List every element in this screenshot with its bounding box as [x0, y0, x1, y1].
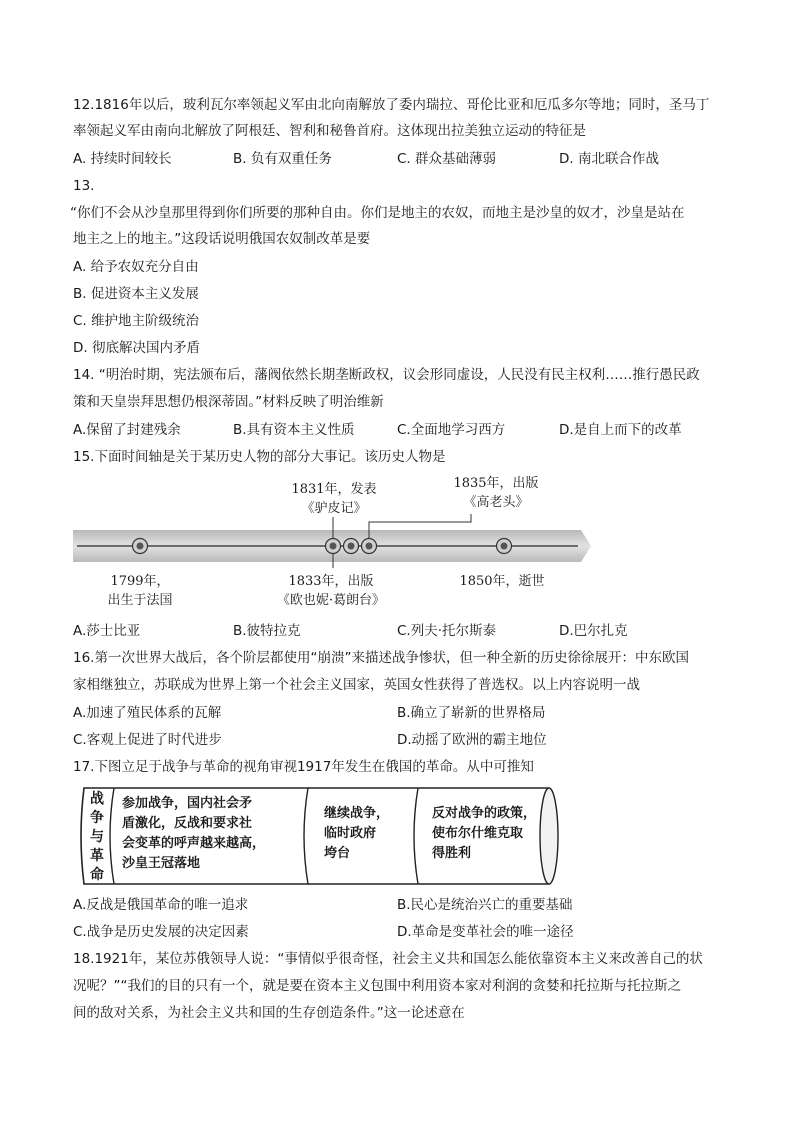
q13-option-a: A. 给予农奴充分自由 [73, 259, 199, 275]
block2-line: 临时政府 [324, 826, 377, 841]
event-1835 [441, 474, 551, 512]
q12-option-b: B. 负有双重任务 [233, 151, 332, 167]
event-1831 [279, 480, 389, 518]
q15-option-c: C.列夫·托尔斯泰 [397, 623, 497, 639]
war-revolution-banner [78, 786, 566, 886]
q16-option-a: A.加速了殖民体系的瓦解 [73, 705, 222, 721]
event-1799-desc: 出生于法国 [107, 593, 173, 608]
event-1833-desc: 《欧也妮·葛朗台》 [276, 593, 386, 608]
q16-option-d: D.动摇了欧洲的霸主地位 [397, 732, 547, 748]
q13-option-d: D. 彻底解决国内矛盾 [73, 340, 200, 356]
block1-line: 会变革的呼声越来越高， [122, 836, 266, 851]
q14-stem-line1: 14. “明治时期，宪法颁布后，藩阀依然长期垄断政权，议会形同虚设，人民没有民主权利……推行愚民政 [73, 367, 700, 383]
q15-option-d: D.巴尔扎克 [559, 623, 628, 639]
q12-option-a: A. 持续时间较长 [73, 151, 172, 167]
block2-line: 继续战争， [324, 806, 390, 821]
q12-stem-line2: 率领起义军由南向北解放了阿根廷、智利和秘鲁首府。这体现出拉美独立运动的特征是 [73, 123, 586, 139]
side-char: 命 [90, 867, 104, 883]
q16-option-c: C.客观上促进了时代进步 [73, 732, 222, 748]
event-1835-desc: 《高老头》 [463, 495, 529, 510]
q18-stem-line1: 18.1921年，某位苏俄领导人说：“事情似乎很奇怪，社会主义共和国怎么能依靠资本主义来改善自己的状 [73, 951, 703, 967]
q13-option-c: C. 维护地主阶级统治 [73, 313, 200, 329]
event-1831-desc: 《驴皮记》 [301, 501, 367, 516]
banner-side-label [86, 790, 108, 885]
side-char: 战 [90, 791, 104, 807]
marker-1799 [133, 539, 148, 554]
q13-option-b: B. 促进资本主义发展 [73, 286, 199, 302]
block3-line: 反对战争的政策， [432, 806, 537, 821]
q16-stem-line2: 家相继独立，苏联成为世界上第一个社会主义国家，英国女性获得了普选权。以上内容说明一战 [73, 677, 640, 693]
q14-stem-line2: 策和天皇崇拜思想仍根深蒂固。”材料反映了明治维新 [73, 394, 384, 410]
q12-option-d: D. 南北联合作战 [559, 151, 659, 167]
banner-block-1 [122, 794, 308, 874]
marker-1833 [344, 539, 359, 554]
event-1835-date: 1835年，出版 [453, 476, 539, 491]
block1-line: 盾激化，反战和要求社 [122, 816, 253, 831]
side-char: 争 [90, 810, 104, 826]
q17-option-a: A.反战是俄国革命的唯一追求 [73, 897, 249, 913]
event-1831-date: 1831年，发表 [291, 482, 377, 497]
marker-1835 [362, 539, 377, 554]
q13-stem-line2: 地主之上的地主。”这段话说明俄国农奴制改革是要 [73, 231, 371, 247]
q18-stem-line3: 间的敌对关系，为社会主义共和国的生存创造条件。”这一论述意在 [73, 1005, 465, 1021]
q16-stem-line1: 16.第一次世界大战后，各个阶层都使用“崩溃”来描述战争惨状，但一种全新的历史徐徐展开：中东欧国 [73, 650, 689, 666]
marker-1850 [497, 539, 512, 554]
q17-option-d: D.革命是变革社会的唯一途径 [397, 924, 574, 940]
block3-line: 使布尔什维克取 [432, 826, 524, 841]
q14-option-d: D.是自上而下的改革 [559, 422, 682, 438]
q12-option-c: C. 群众基础薄弱 [397, 151, 497, 167]
q14-option-a: A.保留了封建残余 [73, 422, 181, 438]
q14-option-c: C.全面地学习西方 [397, 422, 506, 438]
q14-option-b: B.具有资本主义性质 [233, 422, 355, 438]
q12-stem-line1: 12.1816年以后，玻利瓦尔率领起义军由北向南解放了委内瑞拉、哥伦比亚和厄瓜多尔等地；同时，圣马丁 [73, 97, 710, 113]
q15-stem: 15.下面时间轴是关于某历史人物的部分大事记。该历史人物是 [73, 449, 446, 465]
event-1833 [256, 572, 406, 610]
event-1850-date: 1850年，逝世 [459, 574, 545, 589]
event-1850 [447, 572, 557, 591]
q17-stem: 17.下图立足于战争与革命的视角审视1917年发生在俄国的革命。从中可推知 [73, 759, 534, 775]
side-char: 革 [90, 848, 104, 864]
banner-block-2 [324, 804, 416, 864]
q17-option-c: C.战争是历史发展的决定因素 [73, 924, 249, 940]
event-1799-date: 1799年， [110, 574, 170, 589]
event-1799 [90, 572, 190, 610]
side-char: 与 [90, 829, 104, 845]
q18-stem-line2: 况呢？”“我们的目的只有一个，就是要在资本主义包围中利用资本家对利润的贪婪和托拉斯与托拉斯之 [73, 978, 681, 994]
q16-option-b: B.确立了崭新的世界格局 [397, 705, 546, 721]
q13-number: 13. [73, 178, 95, 194]
q15-option-a: A.莎士比亚 [73, 623, 141, 639]
block2-line: 垮台 [324, 846, 351, 861]
q17-option-b: B.民心是统治兴亡的重要基础 [397, 897, 573, 913]
block1-line: 沙皇王冠落地 [122, 856, 201, 871]
q13-stem-line1: “你们不会从沙皇那里得到你们所要的那种自由。你们是地主的农奴，而地主是沙皇的奴才，沙皇是站在 [70, 205, 685, 221]
timeline-figure [73, 474, 593, 614]
q15-option-b: B.彼特拉克 [233, 623, 301, 639]
banner-block-3 [432, 804, 552, 864]
block1-line: 参加战争，国内社会矛 [122, 796, 253, 811]
event-1833-date: 1833年，出版 [288, 574, 374, 589]
marker-1831 [326, 539, 341, 554]
block3-line: 得胜利 [432, 846, 472, 861]
